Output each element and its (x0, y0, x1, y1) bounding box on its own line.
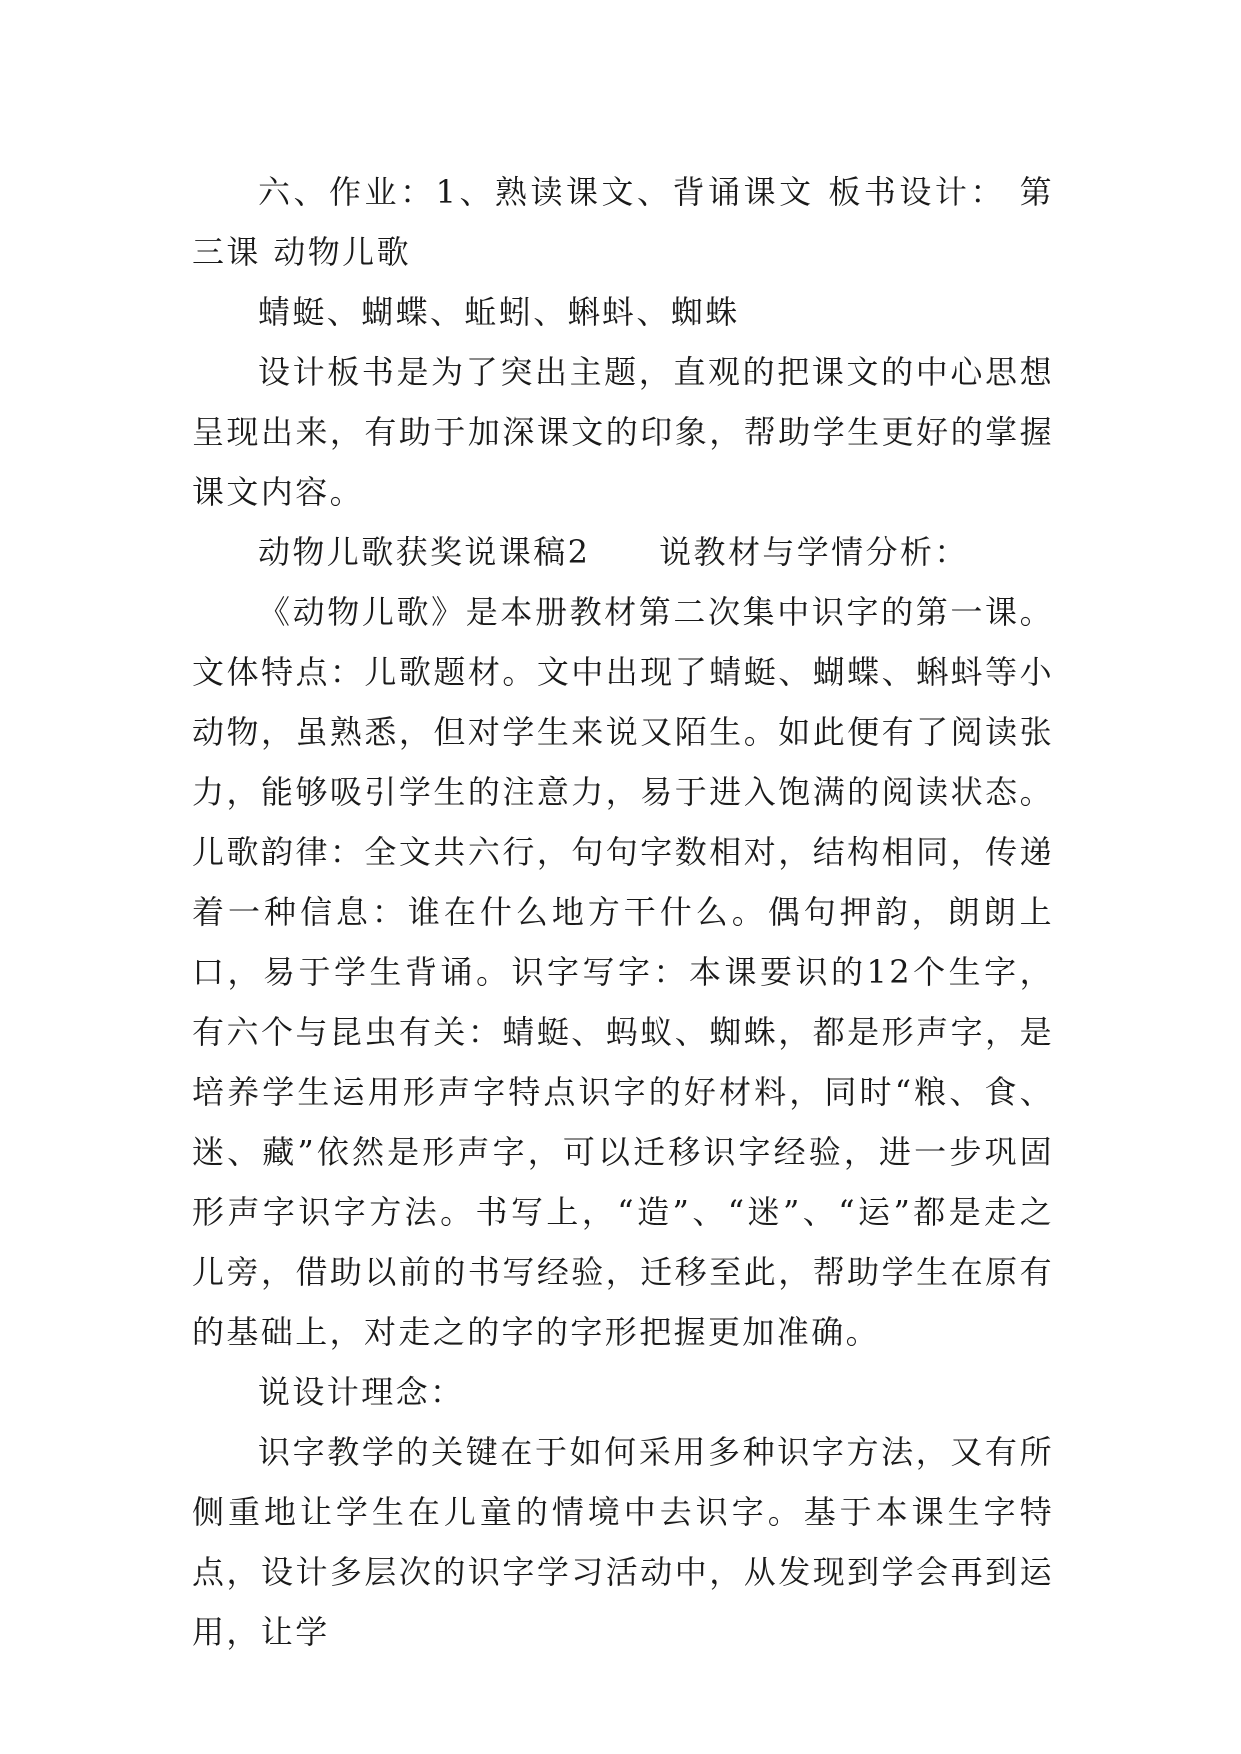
document-body (192, 162, 1054, 1662)
design-concept-paragraph: 识字教学的关键在于如何采用多种识字方法，又有所侧重地让学生在儿童的情境中去识字。基于本课生字特点，设计多层次的识字学习活动中，从发现到学会再到运用，让学 (192, 1433, 1054, 1651)
textbook-analysis-paragraph: 《动物儿歌》是本册教材第二次集中识字的第一课。文体特点：儿歌题材。文中出现了蜻蜓、蝴蝶、蝌蚪等小动物，虽熟悉，但对学生来说又陌生。如此便有了阅读张力，能够吸引学生的注意力，易于进入饱满的阅读状态。儿歌韵律：全文共六行，句句字数相对，结构相同，传递着一种信息：谁在什么地方干什么。偶句押韵，朗朗上口，易于学生背诵。识字写字：本课要识的12个生字，有六个与昆虫有关：蜻蜓、蚂蚁、蜘蛛，都是形声字，是培养学生运用形声字特点识字的好材料，同时“粮、食、迷、藏”依然是形声字，可以迁移识字经验，进一步巩固形声字识字方法。书写上，“造”、“迷”、“运”都是走之儿旁，借助以前的书写经验，迁移至此，帮助学生在原有的基础上，对走之的字的字形把握更加准确。 (192, 593, 1054, 1351)
board-words-paragraph: 蜻蜓、蝴蝶、蚯蚓、蝌蚪、蜘蛛 (258, 293, 740, 331)
homework-paragraph: 六、作业：1、熟读课文、背诵课文 板书设计： 第三课 动物儿歌 (192, 173, 1054, 271)
section-heading-paragraph: 动物儿歌获奖说课稿2 说教材与学情分析： (258, 533, 969, 571)
board-design-paragraph: 设计板书是为了突出主题，直观的把课文的中心思想呈现出来，有助于加深课文的印象，帮助学生更好的掌握课文内容。 (192, 353, 1054, 511)
design-concept-heading: 说设计理念： (258, 1373, 465, 1411)
